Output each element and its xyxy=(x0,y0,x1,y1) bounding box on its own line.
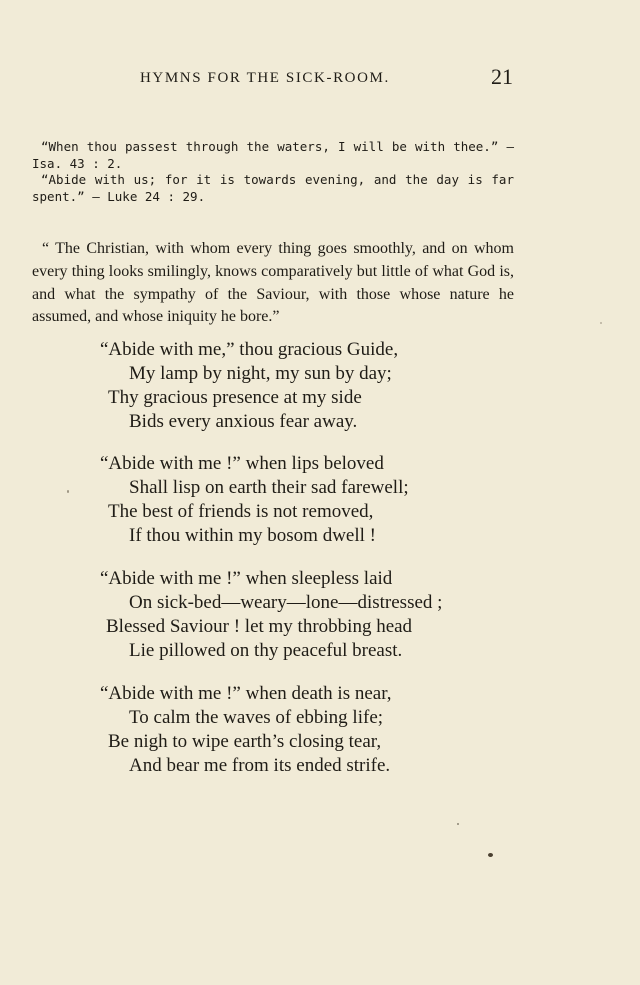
verse-line: “Abide with me !” when death is near, xyxy=(100,683,392,704)
verse-line: The best of friends is not removed, xyxy=(108,501,374,522)
paper-speck xyxy=(600,322,602,324)
prose-quote: “ The Christian, with whom every thing goes smoothly, and on whom every thing looks smilingly, knows comparatively but little of what God is, and what the sympathy of the Saviour, with those whose nature he assumed, and whose iniquity he bore.” xyxy=(32,240,514,326)
verse-line: Thy gracious presence at my side xyxy=(108,387,362,408)
paper-speck xyxy=(457,823,459,825)
epigraph-isaiah: “When thou passest through the waters, I will be with thee.” — Isa. 43 : 2. xyxy=(32,139,514,171)
verse-line: Bids every anxious fear away. xyxy=(129,411,358,432)
verse-line: “Abide with me !” when lips beloved xyxy=(100,453,384,474)
verse-line: Blessed Saviour ! let my throbbing head xyxy=(106,616,413,637)
verse-line: “Abide with me,” thou gracious Guide, xyxy=(100,339,399,360)
page-number: 21 xyxy=(491,64,513,89)
running-head: HYMNS FOR THE SICK-ROOM. xyxy=(140,70,390,86)
verse-line: Lie pillowed on thy peaceful breast. xyxy=(129,640,403,661)
paper-speck xyxy=(67,490,69,493)
verse-line: Be nigh to wipe earth’s closing tear, xyxy=(108,731,382,752)
verse-line: Shall lisp on earth their sad farewell; xyxy=(129,477,409,498)
epigraphs xyxy=(32,139,514,205)
page-header xyxy=(0,64,640,94)
paper-speck xyxy=(488,853,493,857)
verse-line: If thou within my bosom dwell ! xyxy=(129,525,376,546)
verse-line: On sick-bed—weary—lone—distressed ; xyxy=(129,592,443,613)
verse-line: My lamp by night, my sun by day; xyxy=(129,363,392,384)
verse-line: “Abide with me !” when sleepless laid xyxy=(100,568,393,589)
verse-line: And bear me from its ended strife. xyxy=(129,755,391,776)
epigraph-luke: “Abide with us; for it is towards evening, and the day is far spent.” — Luke 24 : 29. xyxy=(32,172,514,204)
verse-line: To calm the waves of ebbing life; xyxy=(129,707,384,728)
